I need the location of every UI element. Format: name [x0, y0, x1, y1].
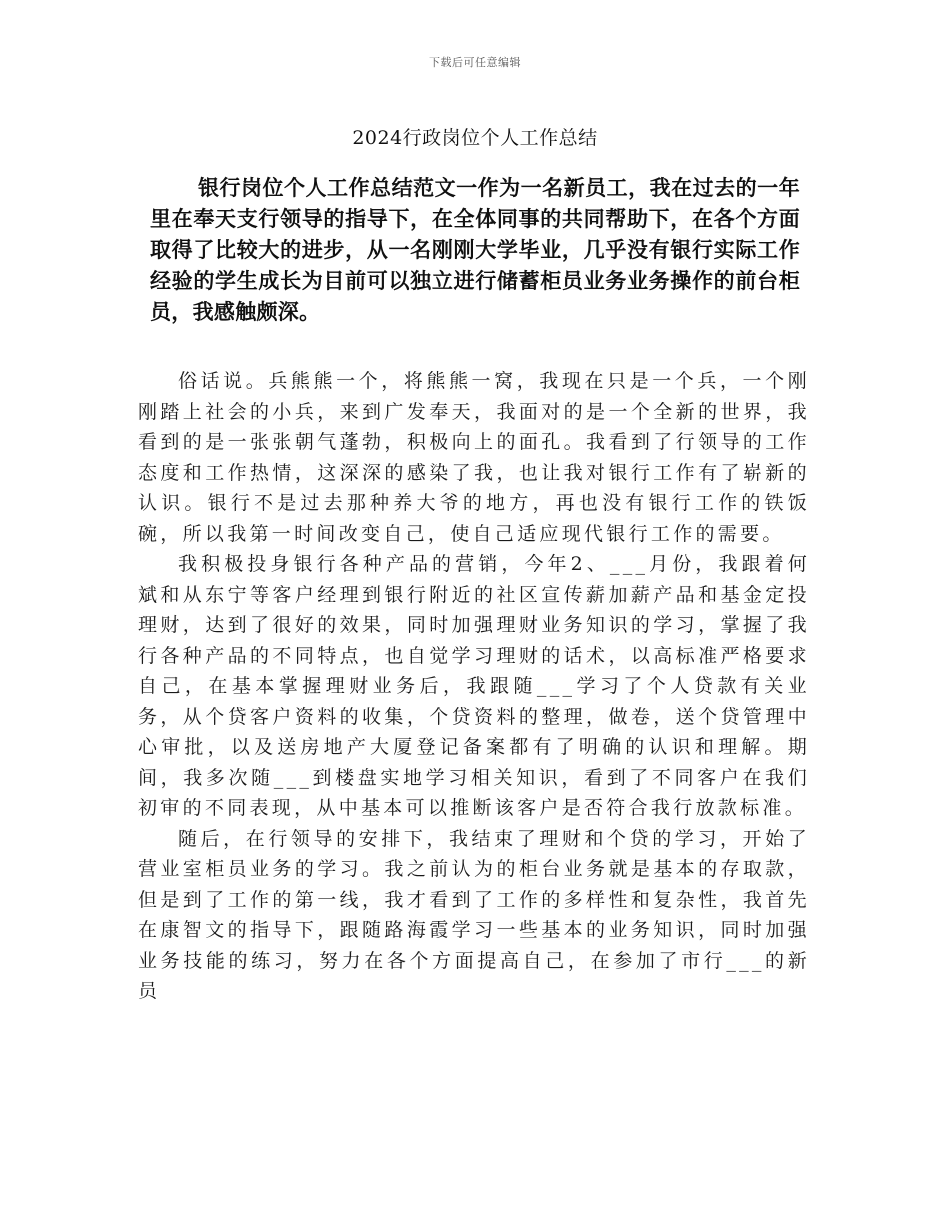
- body-paragraph-1: 俗话说。兵熊熊一个，将熊熊一窝，我现在只是一个兵，一个刚刚踏上社会的小兵，来到广发奉天，我面对的是一个全新的世界，我看到的是一张张朝气蓬勃，积极向上的面孔。我看到了行领导的工作态度和工作热情，这深深的感染了我，也让我对银行工作有了崭新的认识。银行不是过去那种养大爷的地方，再也没有银行工作的铁饭碗，所以我第一时间改变自己，使自己适应现代银行工作的需要。: [138, 370, 810, 545]
- page-title: 2024行政岗位个人工作总结: [352, 127, 598, 149]
- body-paragraph-2: 我积极投身银行各种产品的营销，今年2、___月份，我跟着何斌和从东宁等客户经理到银行附近的社区宣传薪加薪产品和基金定投理财，达到了很好的效果，同时加强理财业务知识的学习，掌握了我行各种产品的不同特点，也自觉学习理财的话术，以高标准严格要求自己，在基本掌握理财业务后，我跟随___学习了个人贷款有关业务，从个贷客户资料的收集，个贷资料的整理，做卷，送个贷管理中心审批，以及送房地产大厦登记备案都有了明确的认识和理解。期间，我多次随___到楼盘实地学习相关知识，看到了不同客户在我们初审的不同表现，从中基本可以推断该客户是否符合我行放款标准。: [138, 553, 810, 819]
- body-text: [138, 366, 810, 1007]
- intro-paragraph: 银行岗位个人工作总结范文一作为一名新员工，我在过去的一年里在奉天支行领导的指导下，在全体同事的共同帮助下，在各个方面取得了比较大的进步，从一名刚刚大学毕业，几乎没有银行实际工作经验的学生成长为目前可以独立进行储蓄柜员业务业务操作的前台柜员，我感触颇深。: [150, 175, 800, 324]
- header-watermark: 下载后可任意编辑: [429, 56, 521, 69]
- body-paragraph-3: 随后，在行领导的安排下，我结束了理财和个贷的学习，开始了营业室柜员业务的学习。我之前认为的柜台业务就是基本的存取款，但是到了工作的第一线，我才看到了工作的多样性和复杂性，我首先在康智文的指导下，跟随路海霞学习一些基本的业务知识，同时加强业务技能的练习，努力在各个方面提高自己，在参加了市行___的新员: [138, 827, 810, 1002]
